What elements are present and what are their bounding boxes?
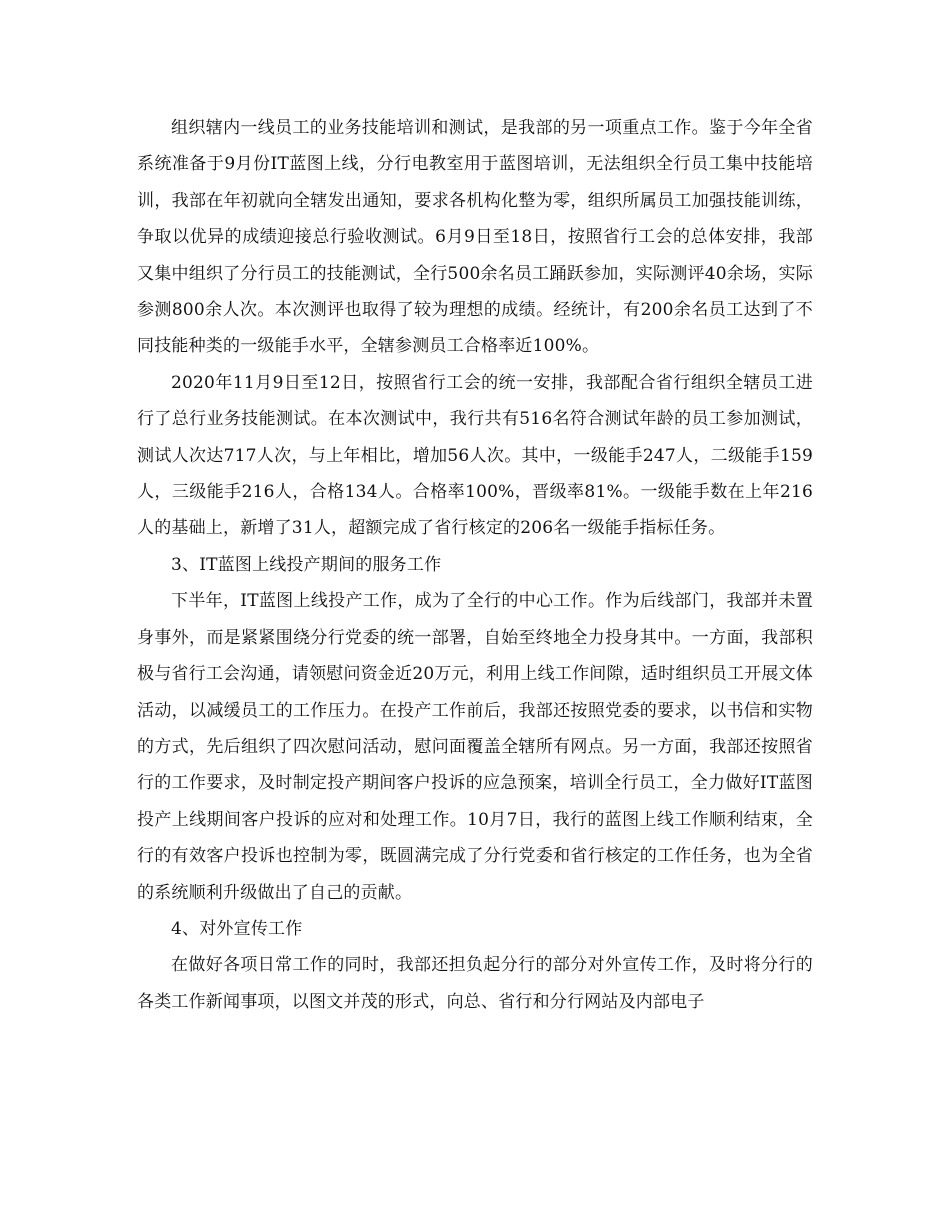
section-heading-publicity: 4、对外宣传工作 (171, 918, 303, 939)
paragraph-skills-test-2020: 2020年11月9日至12日，按照省行工会的统一安排，我部配合省行组织全辖员工进行了总行业务技能测试。在本次测试中，我行共有516名符合测试年龄的员工参加测试，测试人次达717人次，与上年相比，增加56人次。其中，一级能手247人，二级能手159人，三级能手216人，合格134人。合格率100%，晋级率81%。一级能手数在上年216人的基础上，新增了31人，超额完成了省行核定的206名一级能手指标任务。 (137, 372, 813, 539)
paragraph-it-blueprint: 下半年，IT蓝图上线投产工作，成为了全行的中心工作。作为后线部门，我部并未置身事外，而是紧紧围绕分行党委的统一部署，自始至终地全力投身其中。一方面，我部积极与省行工会沟通，请领慰问资金近20万元，利用上线工作间隙，适时组织员工开展文体活动，以减缓员工的工作压力。在投产工作前后，我部还按照党委的要求，以书信和实物的方式，先后组织了四次慰问活动，慰问面覆盖全辖所有网点。另一方面，我部还按照省行的工作要求，及时制定投产期间客户投诉的应急预案，培训全行员工，全力做好IT蓝图投产上线期间客户投诉的应对和处理工作。10月7日，我行的蓝图上线工作顺利结束，全行的有效客户投诉也控制为零，既圆满完成了分行党委和省行核定的工作任务，也为全省的系统顺利升级做出了自己的贡献。 (137, 591, 813, 903)
document-body (137, 110, 813, 1020)
paragraph-skills-training: 组织辖内一线员工的业务技能培训和测试，是我部的另一项重点工作。鉴于今年全省系统准备于9月份IT蓝图上线，分行电教室用于蓝图培训，无法组织全行员工集中技能培训，我部在年初就向全辖发出通知，要求各机构化整为零，组织所属员工加强技能训练，争取以优异的成绩迎接总行验收测试。6月9日至18日，按照省行工会的总体安排，我部又集中组织了分行员工的技能测试，全行500余名员工踊跃参加，实际测评40余场，实际参测800余人次。本次测评也取得了较为理想的成绩。经统计，有200余名员工达到了不同技能种类的一级能手水平，全辖参测员工合格率近100%。 (137, 118, 813, 357)
paragraph-publicity: 在做好各项日常工作的同时，我部还担负起分行的部分对外宣传工作，及时将分行的各类工作新闻事项，以图文并茂的形式，向总、省行和分行网站及内部电子 (137, 955, 813, 1012)
section-heading-it-blueprint: 3、IT蓝图上线投产期间的服务工作 (171, 554, 442, 575)
